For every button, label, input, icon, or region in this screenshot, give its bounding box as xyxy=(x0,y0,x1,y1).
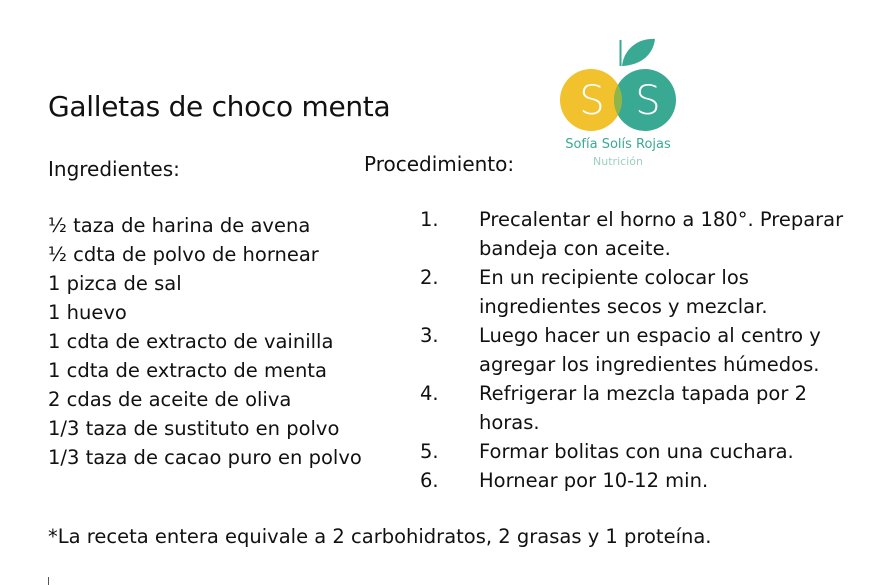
ingredient-item: 1/3 taza de cacao puro en polvo xyxy=(48,446,362,469)
ingredient-item: ½ cdta de polvo de hornear xyxy=(48,243,319,266)
recipe-title: Galletas de choco menta xyxy=(48,90,391,123)
procedure-step xyxy=(420,466,860,495)
brand-subtitle: Nutrición xyxy=(593,155,643,168)
step-number: 3. xyxy=(420,324,439,347)
step-text: Hornear por 10-12 min. xyxy=(479,469,709,492)
step-number: 4. xyxy=(420,382,439,405)
procedure-step xyxy=(420,437,860,466)
ingredient-item: 1 cdta de extracto de menta xyxy=(48,359,327,382)
step-number: 1. xyxy=(420,208,439,231)
procedure-step xyxy=(420,263,860,321)
logo-letter-right: S xyxy=(635,78,661,124)
step-number: 6. xyxy=(420,469,439,492)
brand-logo xyxy=(555,36,681,176)
ingredient-item: 1 cdta de extracto de vainilla xyxy=(48,330,334,353)
step-text: Refrigerar la mezcla tapada por 2 horas. xyxy=(479,382,807,434)
procedure-step xyxy=(420,379,860,437)
stem-icon xyxy=(620,40,622,66)
step-text: En un recipiente colocar los ingredientes secos y mezclar. xyxy=(479,266,768,318)
step-text: Formar bolitas con una cuchara. xyxy=(479,440,794,463)
ingredient-item: 1 huevo xyxy=(48,301,127,324)
procedure-step xyxy=(420,205,860,263)
ingredients-heading: Ingredientes: xyxy=(48,157,180,181)
ingredient-item: ½ taza de harina de avena xyxy=(48,214,311,237)
procedure-step xyxy=(420,321,860,379)
ingredients-list xyxy=(48,211,362,472)
step-number: 5. xyxy=(420,440,439,463)
procedure-steps xyxy=(420,205,860,495)
logo-letter-left: S xyxy=(579,78,605,124)
procedure-heading: Procedimiento: xyxy=(364,152,515,176)
ingredient-item: 1/3 taza de sustituto en polvo xyxy=(48,417,340,440)
brand-name: Sofía Solís Rojas xyxy=(565,137,671,152)
page-edge-marker xyxy=(48,577,49,585)
step-number: 2. xyxy=(420,266,439,289)
step-text: Precalentar el horno a 180°. Preparar bandeja con aceite. xyxy=(479,208,844,260)
leaf-icon xyxy=(622,39,655,66)
ingredient-item: 2 cdas de aceite de oliva xyxy=(48,388,292,411)
ingredient-item: 1 pizca de sal xyxy=(48,272,182,295)
apple-logo-icon xyxy=(555,36,681,136)
step-text: Luego hacer un espacio al centro y agregar los ingredientes húmedos. xyxy=(479,324,821,376)
nutrition-footnote: *La receta entera equivale a 2 carbohidratos, 2 grasas y 1 proteína. xyxy=(48,525,712,548)
